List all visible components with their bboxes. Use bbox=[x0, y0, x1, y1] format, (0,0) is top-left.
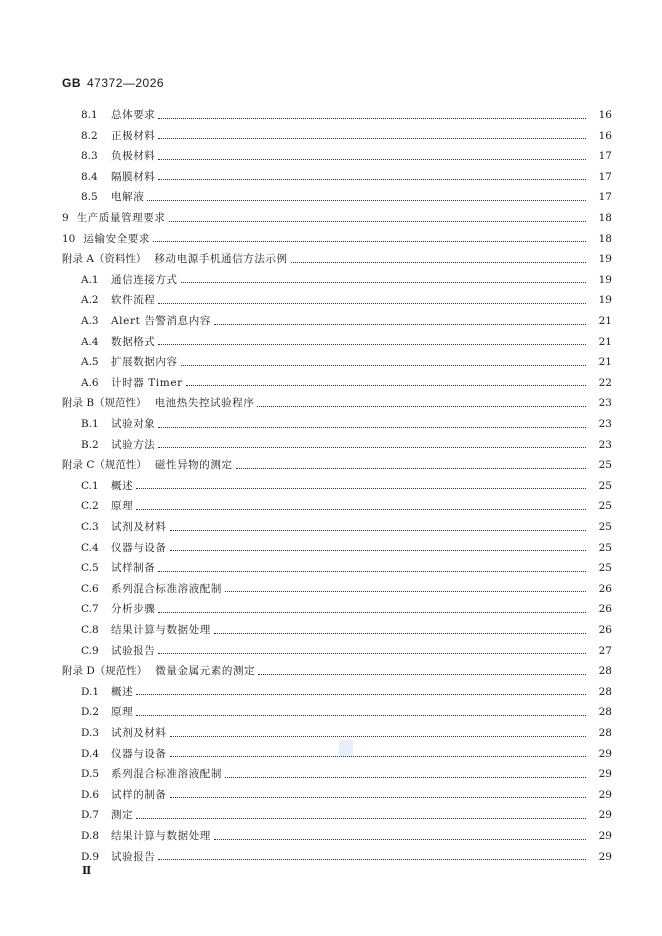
toc-entry-title: 分析步骤 bbox=[111, 603, 156, 616]
toc-entry-number: A.3 bbox=[81, 315, 99, 327]
toc-entry-title: 试剂及材料 bbox=[111, 727, 167, 739]
toc-entry[interactable] bbox=[0, 849, 662, 865]
toc-dot-leader bbox=[158, 419, 586, 428]
toc-dot-leader bbox=[225, 583, 586, 592]
toc-entry-number: D.6 bbox=[81, 788, 100, 801]
toc-entry[interactable] bbox=[0, 663, 662, 679]
toc-dot-leader bbox=[236, 460, 586, 469]
toc-entry-page: 18 bbox=[598, 232, 612, 245]
toc-entry[interactable] bbox=[0, 189, 662, 205]
toc-entry-title: 正极材料 bbox=[111, 129, 156, 142]
toc-entry-page: 29 bbox=[598, 809, 612, 822]
toc-dot-leader bbox=[153, 233, 586, 242]
toc-entry-title: 微量金属元素的测定 bbox=[155, 665, 256, 678]
toc-entry-title: 试样的制备 bbox=[111, 788, 167, 801]
toc-entry[interactable] bbox=[0, 210, 662, 226]
toc-entry-page: 22 bbox=[598, 376, 612, 389]
toc-entry[interactable] bbox=[0, 787, 662, 803]
toc-entry-page: 29 bbox=[598, 788, 612, 801]
toc-entry[interactable] bbox=[0, 107, 662, 123]
toc-entry-page: 29 bbox=[598, 768, 612, 781]
toc-dot-leader bbox=[158, 336, 586, 345]
toc-entry-title: 结果计算与数据处理 bbox=[111, 830, 211, 842]
toc-entry-title: 移动电源手机通信方法示例 bbox=[154, 253, 288, 266]
toc-entry-title: 软件流程 bbox=[111, 294, 156, 307]
toc-dot-leader bbox=[136, 810, 586, 819]
toc-entry-title: 数据格式 bbox=[111, 335, 156, 348]
toc-entry-page: 29 bbox=[598, 747, 612, 760]
toc-dot-leader bbox=[214, 831, 586, 840]
toc-entry-number: 附录 D（规范性） bbox=[62, 665, 148, 678]
toc-dot-leader bbox=[158, 171, 586, 180]
toc-entry-number: 8.1 bbox=[81, 109, 98, 121]
toc-entry[interactable] bbox=[0, 684, 662, 700]
watermark-mark bbox=[339, 740, 353, 756]
toc-dot-leader bbox=[257, 398, 586, 407]
toc-entry-number: C.6 bbox=[81, 582, 99, 595]
toc-entry-number: 10 bbox=[62, 232, 76, 245]
toc-entry[interactable] bbox=[0, 766, 662, 782]
toc-entry-title: 结果计算与数据处理 bbox=[111, 624, 211, 636]
toc-dot-leader bbox=[158, 151, 586, 160]
toc-entry-title: 概述 bbox=[111, 685, 134, 698]
toc-entry-title: 电池热失控试验程序 bbox=[154, 397, 255, 410]
toc-entry-page: 16 bbox=[598, 109, 612, 121]
toc-entry-page: 25 bbox=[598, 521, 612, 533]
toc-entry-number: 9 bbox=[62, 212, 69, 224]
toc-entry[interactable] bbox=[0, 643, 662, 659]
toc-dot-leader bbox=[214, 316, 586, 325]
page-number: Ⅱ bbox=[82, 864, 92, 877]
toc-entry[interactable] bbox=[0, 560, 662, 576]
toc-entry-number: A.1 bbox=[81, 273, 99, 286]
toc-entry[interactable] bbox=[0, 828, 662, 844]
toc-dot-leader bbox=[158, 295, 586, 304]
toc-dot-leader bbox=[170, 728, 587, 737]
toc-entry-page: 27 bbox=[598, 644, 612, 657]
toc-dot-leader bbox=[136, 480, 586, 489]
toc-dot-leader bbox=[170, 542, 587, 551]
toc-entry-title: 生产质量管理要求 bbox=[76, 212, 166, 224]
toc-entry-title: 负极材料 bbox=[111, 150, 156, 163]
toc-dot-leader bbox=[170, 522, 587, 531]
standard-number: 47372—2026 bbox=[87, 76, 165, 90]
toc-dot-leader bbox=[136, 686, 586, 695]
toc-entry-title: 磁性异物的测定 bbox=[154, 459, 233, 472]
toc-entry-number: C.9 bbox=[81, 644, 99, 657]
toc-entry[interactable] bbox=[0, 704, 662, 720]
toc-entry-number: C.7 bbox=[81, 603, 99, 616]
toc-entry-number: 附录 A（资料性） bbox=[62, 253, 147, 266]
toc-entry[interactable] bbox=[0, 725, 662, 741]
toc-dot-leader bbox=[170, 748, 587, 757]
toc-dot-leader bbox=[186, 377, 586, 386]
toc-dot-leader bbox=[136, 501, 586, 510]
toc-entry-number: B.2 bbox=[81, 438, 99, 451]
toc-entry-number: C.1 bbox=[81, 479, 99, 492]
toc-dot-leader bbox=[147, 192, 586, 201]
toc-entry-number: D.2 bbox=[81, 706, 100, 719]
toc-entry-page: 26 bbox=[598, 603, 612, 616]
toc-entry-page: 17 bbox=[598, 150, 612, 163]
toc-entry[interactable] bbox=[0, 334, 662, 350]
toc-entry-page: 29 bbox=[598, 830, 612, 842]
toc-entry-number: 8.2 bbox=[81, 129, 98, 142]
toc-entry-page: 17 bbox=[598, 170, 612, 183]
toc-entry-page: 18 bbox=[598, 212, 612, 224]
toc-dot-leader bbox=[158, 439, 586, 448]
toc-entry-page: 17 bbox=[598, 191, 612, 204]
toc-entry-number: C.4 bbox=[81, 541, 99, 554]
toc-entry-number: A.2 bbox=[81, 294, 99, 307]
toc-dot-leader bbox=[181, 274, 586, 283]
page-header bbox=[62, 76, 164, 90]
toc-entry-page: 16 bbox=[598, 129, 612, 142]
toc-entry[interactable] bbox=[0, 498, 662, 514]
toc-entry-page: 26 bbox=[598, 582, 612, 595]
toc-entry[interactable] bbox=[0, 581, 662, 597]
toc-entry-title: 试验报告 bbox=[111, 850, 156, 863]
toc-entry-number: A.5 bbox=[81, 356, 99, 369]
toc-entry[interactable] bbox=[0, 231, 662, 247]
toc-entry[interactable] bbox=[0, 169, 662, 185]
toc-entry-title: 计时器 Timer bbox=[111, 376, 183, 389]
toc-entry-page: 28 bbox=[598, 706, 612, 719]
toc-entry-page: 25 bbox=[598, 500, 612, 513]
toc-entry[interactable] bbox=[0, 375, 662, 391]
toc-dot-leader bbox=[158, 110, 586, 119]
toc-entry[interactable] bbox=[0, 457, 662, 473]
toc-entry-title: 仪器与设备 bbox=[111, 747, 167, 760]
toc-entry-title: 试样制备 bbox=[111, 562, 156, 575]
toc-entry-title: 测定 bbox=[111, 809, 134, 822]
toc-entry-page: 25 bbox=[598, 459, 612, 472]
toc-entry-title: 总体要求 bbox=[111, 109, 156, 121]
toc-dot-leader bbox=[158, 563, 586, 572]
toc-entry-page: 19 bbox=[598, 273, 612, 286]
toc-dot-leader bbox=[158, 130, 586, 139]
toc-entry-page: 28 bbox=[598, 665, 612, 678]
toc-dot-leader bbox=[225, 769, 586, 778]
toc-entry[interactable] bbox=[0, 601, 662, 617]
toc-entry-number: C.5 bbox=[81, 562, 99, 575]
toc-entry-number: D.4 bbox=[81, 747, 100, 760]
toc-entry-page: 21 bbox=[598, 356, 612, 369]
toc-dot-leader bbox=[136, 707, 586, 716]
toc-entry-number: 附录 C（规范性） bbox=[62, 459, 147, 472]
toc-entry-title: 原理 bbox=[111, 706, 134, 719]
toc-entry[interactable] bbox=[0, 128, 662, 144]
toc-entry-number: 8.3 bbox=[81, 150, 98, 163]
toc-entry-title: 试验对象 bbox=[111, 418, 156, 430]
toc-entry-page: 25 bbox=[598, 541, 612, 554]
toc-entry-title: 试验方法 bbox=[111, 438, 156, 451]
toc-entry-number: D.3 bbox=[81, 727, 100, 739]
toc-entry[interactable] bbox=[0, 395, 662, 411]
toc-dot-leader bbox=[170, 789, 587, 798]
toc-entry-number: C.3 bbox=[81, 521, 99, 533]
toc-dot-leader bbox=[169, 213, 587, 222]
toc-entry-title: 概述 bbox=[111, 479, 134, 492]
toc-entry-page: 25 bbox=[598, 479, 612, 492]
toc-entry-number: C.8 bbox=[81, 624, 99, 636]
toc-entry-number: B.1 bbox=[81, 418, 99, 430]
toc-entry-number: C.2 bbox=[81, 500, 99, 513]
toc-entry[interactable] bbox=[0, 148, 662, 164]
toc-entry-page: 21 bbox=[598, 315, 612, 327]
toc-entry[interactable] bbox=[0, 292, 662, 308]
toc-entry-title: 隔膜材料 bbox=[111, 170, 156, 183]
toc-entry-page: 19 bbox=[598, 253, 612, 266]
toc-entry-title: 原理 bbox=[111, 500, 134, 513]
toc-entry-number: 附录 B（规范性） bbox=[62, 397, 147, 410]
toc-entry-page: 23 bbox=[598, 418, 612, 430]
toc-entry[interactable] bbox=[0, 540, 662, 556]
toc-entry-title: Alert 告警消息内容 bbox=[111, 315, 211, 327]
toc-entry[interactable] bbox=[0, 354, 662, 370]
toc-dot-leader bbox=[158, 851, 586, 860]
toc-entry[interactable] bbox=[0, 437, 662, 453]
toc-entry-number: D.9 bbox=[81, 850, 100, 863]
toc-dot-leader bbox=[181, 357, 586, 366]
toc-entry[interactable] bbox=[0, 478, 662, 494]
toc-entry-number: D.7 bbox=[81, 809, 100, 822]
toc-dot-leader bbox=[291, 254, 586, 263]
toc-entry[interactable] bbox=[0, 416, 662, 432]
toc-entry[interactable] bbox=[0, 272, 662, 288]
toc-entry-page: 25 bbox=[598, 562, 612, 575]
toc-entry-number: D.5 bbox=[81, 768, 100, 781]
toc-entry-title: 仪器与设备 bbox=[111, 541, 167, 554]
toc-entry-title: 扩展数据内容 bbox=[111, 356, 178, 369]
toc-entry-page: 23 bbox=[598, 397, 612, 410]
toc-entry[interactable] bbox=[0, 807, 662, 823]
toc-entry-page: 26 bbox=[598, 624, 612, 636]
toc-entry-number: 8.4 bbox=[81, 170, 98, 183]
toc-entry[interactable] bbox=[0, 251, 662, 267]
toc-entry[interactable] bbox=[0, 313, 662, 329]
toc-entry-title: 通信连接方式 bbox=[111, 273, 178, 286]
toc-entry-title: 试剂及材料 bbox=[111, 521, 167, 533]
toc-entry-number: A.4 bbox=[81, 335, 99, 348]
toc-entry-title: 试验报告 bbox=[111, 644, 156, 657]
toc-entry-page: 21 bbox=[598, 335, 612, 348]
toc-entry-title: 电解液 bbox=[111, 191, 145, 204]
toc-entry-title: 系列混合标准溶液配制 bbox=[111, 582, 222, 595]
toc-entry-number: 8.5 bbox=[81, 191, 98, 204]
toc-entry-page: 19 bbox=[598, 294, 612, 307]
toc-entry-title: 运输安全要求 bbox=[83, 232, 150, 245]
toc-entry-number: D.1 bbox=[81, 685, 100, 698]
toc-entry-title: 系列混合标准溶液配制 bbox=[111, 768, 222, 781]
toc-entry[interactable] bbox=[0, 622, 662, 638]
standard-prefix: GB bbox=[62, 76, 81, 90]
toc-dot-leader bbox=[214, 625, 586, 634]
toc-entry[interactable] bbox=[0, 519, 662, 535]
toc-entry-page: 28 bbox=[598, 685, 612, 698]
toc-dot-leader bbox=[158, 645, 586, 654]
toc-dot-leader bbox=[258, 666, 586, 675]
toc-entry[interactable] bbox=[0, 746, 662, 762]
toc-entry-page: 23 bbox=[598, 438, 612, 451]
toc-entry-page: 28 bbox=[598, 727, 612, 739]
toc-dot-leader bbox=[158, 604, 586, 613]
toc-entry-number: D.8 bbox=[81, 830, 100, 842]
toc-entry-number: A.6 bbox=[81, 376, 99, 389]
toc-entry-page: 29 bbox=[598, 850, 612, 863]
